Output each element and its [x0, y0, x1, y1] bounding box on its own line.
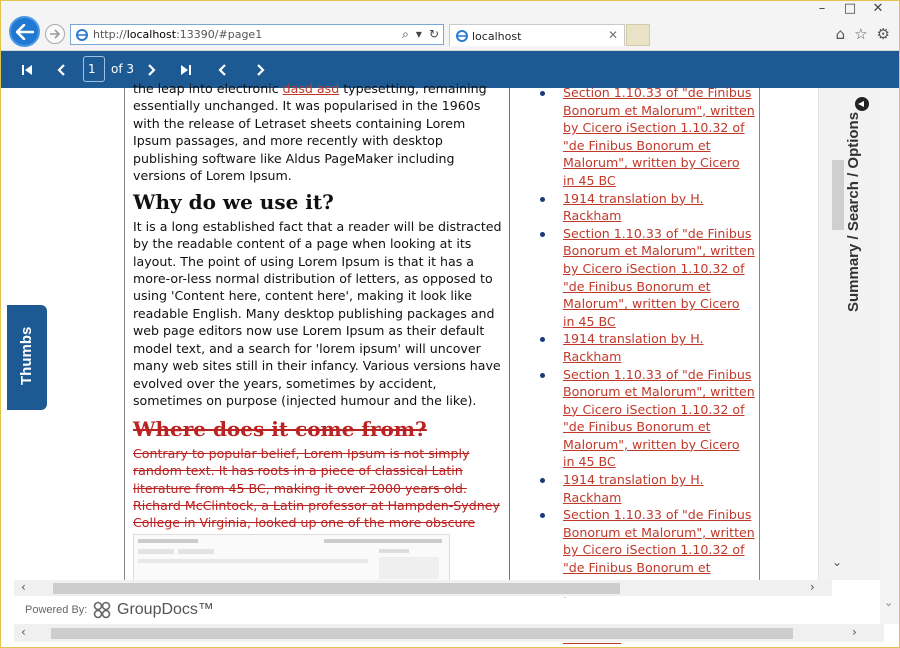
- column-divider: [509, 88, 510, 580]
- minimize-button[interactable]: –: [818, 1, 826, 16]
- close-window-button[interactable]: ✕: [872, 1, 884, 16]
- address-bar[interactable]: [70, 24, 444, 45]
- embedded-image-mock: [134, 535, 449, 581]
- scroll-down-icon[interactable]: ⌄: [884, 596, 894, 609]
- list-item: [540, 366, 755, 472]
- paragraph-where: Contrary to popular belief, Lorem Ipsum is not simply random text. It has roots in a piece of classical Latin literature from 45 BC, making it over 2000 years old. Richard McClintock, a Latin professor at Hampden-Sydney College in Virginia, looked up one of the more obscure: [133, 445, 500, 531]
- groupdocs-logo: [92, 600, 214, 620]
- list-item: [540, 84, 755, 190]
- scroll-right-icon[interactable]: ›: [852, 625, 857, 639]
- scroll-left-icon[interactable]: ‹: [21, 625, 26, 639]
- reference-link[interactable]: 1914 translation by H. Rackham: [563, 472, 704, 505]
- chevron-right-icon: [255, 64, 265, 76]
- collapse-panel-icon[interactable]: [855, 97, 869, 111]
- scroll-left-icon[interactable]: ‹: [21, 580, 26, 594]
- groupdocs-brand: GroupDocs™: [117, 601, 214, 618]
- window-horizontal-scrollbar[interactable]: [14, 624, 884, 642]
- list-item: [540, 330, 755, 365]
- first-page-button[interactable]: [14, 57, 40, 83]
- refresh-icon[interactable]: ↻: [428, 27, 439, 41]
- close-tab-icon[interactable]: ✕: [607, 28, 618, 42]
- page-count-label: of 3: [111, 62, 135, 76]
- first-page-icon: [21, 64, 33, 76]
- browser-chrome: [0, 0, 900, 51]
- thumbs-tab[interactable]: [7, 305, 47, 410]
- tab-title: localhost: [472, 30, 522, 43]
- home-icon[interactable]: ⌂: [835, 25, 846, 43]
- link-list: [540, 84, 755, 647]
- back-arrow-icon: [16, 24, 34, 40]
- search-icon[interactable]: ⌕: [402, 27, 409, 41]
- thumbs-label: Thumbs: [18, 326, 35, 385]
- reference-link[interactable]: Section 1.10.33 of "de Finibus Bonorum et Malorum", written by Cicero iSection 1.10.32 of "de Finibus Bonorum et Malorum", written by Cicero in 45 BC: [563, 366, 755, 470]
- page-number-input[interactable]: 1: [83, 56, 105, 82]
- reference-link[interactable]: 1914 translation by H. Rackham: [563, 190, 704, 224]
- dropdown-icon[interactable]: ▾: [415, 27, 422, 41]
- heading-why: Why do we use it?: [133, 190, 334, 215]
- list-item: [540, 471, 755, 506]
- ie-tab-icon: [455, 29, 469, 43]
- reference-link[interactable]: 1914 translation by H. Rackham: [563, 331, 704, 364]
- maximize-button[interactable]: □: [843, 1, 857, 16]
- address-url: http://localhost:13390/#page1: [93, 28, 263, 41]
- document-left-column: [133, 81, 505, 549]
- window-scroll-thumb[interactable]: [51, 628, 793, 639]
- groupdocs-logo-icon: [92, 600, 112, 620]
- intro-paragraph: the leap into electronic dasd asd typesetting, remaining essentially unchanged. It was popularised in the 1960s with the release of Letraset sheets containing Lorem Ipsum passages, and more recently with desktop publishing software like Aldus PageMaker including versions of Lorem Ipsum.: [133, 81, 487, 184]
- right-panel-scroll-thumb[interactable]: [832, 160, 844, 230]
- chevron-left-icon: [218, 64, 228, 76]
- scroll-right-icon[interactable]: ›: [810, 580, 815, 594]
- window-vertical-scrollbar[interactable]: [880, 88, 900, 624]
- chevron-left-icon: [57, 64, 67, 76]
- last-page-icon: [180, 64, 192, 76]
- document-right-column: [540, 85, 755, 647]
- summary-search-options-tab[interactable]: Summary / Search / Options: [845, 111, 862, 312]
- intro-link[interactable]: dasd asd: [282, 81, 340, 96]
- window-controls: [808, 0, 892, 20]
- favorites-star-icon[interactable]: ☆: [854, 25, 868, 43]
- viewer-footer: [0, 598, 900, 624]
- list-item: [540, 225, 755, 331]
- reference-link[interactable]: Section 1.10.33 of "de Finibus Bonorum et Malorum", written by Cicero iSection 1.10.32 of "de Finibus Bonorum et Malorum", written by Cicero in 45 BC: [563, 85, 755, 188]
- prev-page-button[interactable]: [49, 57, 75, 83]
- paragraph-why: It is a long established fact that a reader will be distracted by the readable content of a page when looking at its layout. The point of using Lorem Ipsum is that it has a more-or-less normal distribution of letters, as opposed to using 'Content here, content here', making it look like readable English. Many desktop publishing packages and web page editors now use Lorem Ipsum as their default model text, and a search for 'lorem ipsum' will uncover many web sites still in their infancy. Various versions have evolved over the years, sometimes by accident, sometimes on purpose (injected humour and the like).: [133, 218, 502, 408]
- settings-gear-icon[interactable]: ⚙: [876, 25, 890, 43]
- browser-tab[interactable]: [449, 24, 625, 46]
- forward-arrow-icon: [49, 29, 61, 39]
- list-item: [540, 190, 755, 225]
- powered-by-label: Powered By:: [25, 604, 88, 616]
- horizontal-scroll-thumb[interactable]: [53, 583, 620, 594]
- ie-page-icon: [75, 28, 89, 42]
- new-tab-button[interactable]: [626, 24, 650, 46]
- page-horizontal-scrollbar[interactable]: [14, 580, 832, 596]
- reference-link[interactable]: Section 1.10.33 of "de Finibus Bonorum et Malorum", written by Cicero iSection 1.10.32 of "de Finibus Bonorum et: [563, 507, 755, 576]
- chevron-down-icon[interactable]: ⌄: [832, 555, 843, 569]
- reference-link[interactable]: Section 1.10.33 of "de Finibus Bonorum et Malorum", written by Cicero iSection 1.10.32 of "de Finibus Bonorum et Malorum", written by Cicero in 45 BC: [563, 225, 755, 329]
- embedded-screenshot-image: [133, 534, 450, 582]
- forward-button[interactable]: [45, 24, 65, 44]
- heading-where: Where does it come from?: [133, 417, 427, 442]
- back-button[interactable]: [9, 16, 40, 47]
- chevron-right-icon: [146, 64, 156, 76]
